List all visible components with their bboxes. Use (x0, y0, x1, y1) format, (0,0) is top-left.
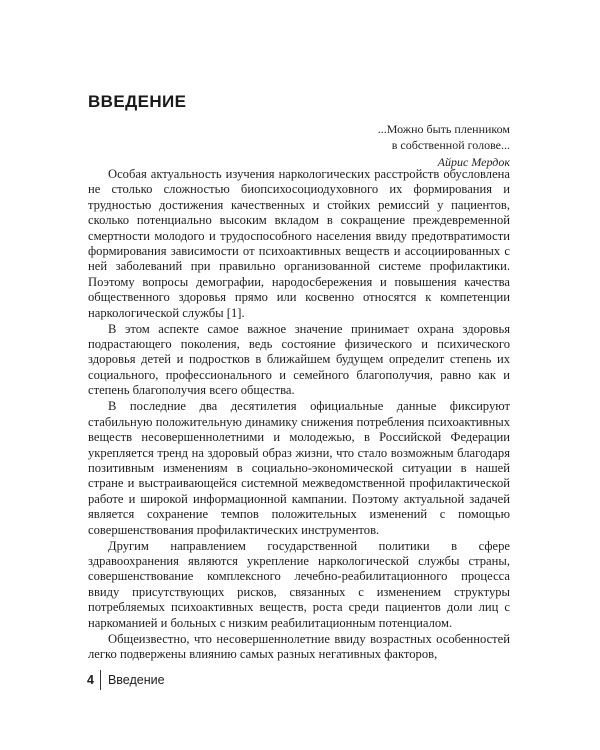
epigraph-line: в собственной голове... (391, 138, 510, 153)
paragraph: Особая актуальность изучения наркологических расстройств обусловлена не столько сложностью биопсихосоциодуховного их формирования и трудностью достижения качественных и стойких ремиссий у пациентов, сколько потенциально высоким вкладом в сокращение преждевременной смертности молодого и трудоспособного населения ввиду предотвратимости формирования зависимости от психоактивных веществ и ассоциированных с ней заболеваний при правильно организованной системе профилактики. Поэтому вопросы демографии, народосбережения и повышения качества общественного здоровья прямо или косвенно относятся к компетенции наркологической службы [1]. (88, 167, 510, 320)
epigraph-line: ...Можно быть пленником (377, 122, 510, 136)
paragraph: Общеизвестно, что несовершеннолетние ввиду возрастных особенностей легко подвержены влиянию самых разных негативных факторов, (88, 631, 510, 661)
page-footer (87, 670, 165, 690)
epigraph-author: Айрис Мердок (437, 154, 510, 169)
running-header: Введение (107, 673, 165, 687)
paragraph: Другим направлением государственной политики в сфере здравоохранения являются укрепление наркологической службы страны, совершенствование комплексного лечебно-реабилитационного процесса ввиду присутствующих рисков, связанных с изменением структуры потребляемых психоактивных веществ, роста среди пациентов доли лиц с наркоманией и больных с низким реабилитационным потенциалом. (88, 538, 510, 630)
paragraph: В этом аспекте самое важное значение принимает охрана здоровья подрастающего поколения, ведь состояние физического и психического здоровья детей и подростков в ближайшем будущем определит степень их социального, профессионального и семейного благополучия, равно как и степень благополучия всего общества. (88, 321, 510, 398)
page-title: ВВЕДЕНИЕ (88, 92, 187, 111)
paragraph: В последние два десятилетия официальные данные фиксируют стабильную положительную динамику снижения потребления психоактивных веществ несовершеннолетними и молодежью, в Российской Федерации укрепляется тренд на здоровый образ жизни, что стало возможным благодаря позитивным изменениям в социально-экономической ситуации в нашей стране и выстраивающейся системной межведомственной профилактической работе и широкой информационной кампании. Поэтому актуальной задачей является сохранение темпов положительных изменений с помощью совершенствования профилактических инструментов. (88, 399, 510, 537)
body-text (88, 167, 510, 663)
footer-divider (100, 670, 101, 690)
epigraph (378, 121, 510, 170)
page-number: 4 (87, 673, 94, 687)
